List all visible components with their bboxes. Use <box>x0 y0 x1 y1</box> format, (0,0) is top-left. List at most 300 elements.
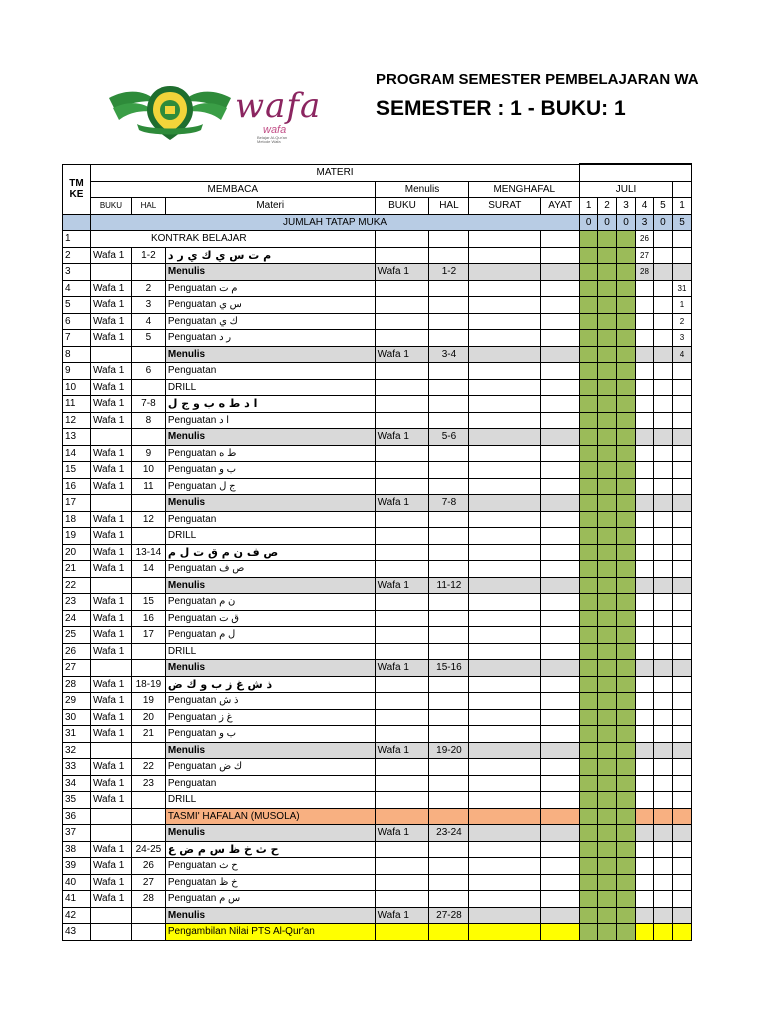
menulis-hal-cell <box>429 693 469 710</box>
row-number: 23 <box>63 594 91 611</box>
hal-cell <box>131 429 165 446</box>
day-cell <box>580 660 598 677</box>
row-number: 10 <box>63 379 91 396</box>
day-cell <box>672 379 691 396</box>
row-number: 16 <box>63 478 91 495</box>
menulis-hal-cell <box>429 594 469 611</box>
table-row <box>63 264 692 281</box>
day-cell <box>617 808 636 825</box>
ayat-cell <box>541 841 580 858</box>
ayat-cell <box>541 726 580 743</box>
surat-cell <box>469 445 541 462</box>
day-cell <box>580 594 598 611</box>
surat-cell <box>469 709 541 726</box>
ayat-cell <box>541 561 580 578</box>
day-cell <box>653 330 672 347</box>
materi-cell: KONTRAK BELAJAR <box>90 231 375 248</box>
day-cell <box>580 412 598 429</box>
day-cell <box>580 577 598 594</box>
materi-cell: Menulis <box>165 742 375 759</box>
day-cell <box>617 478 636 495</box>
surat-cell <box>469 363 541 380</box>
ayat-cell <box>541 445 580 462</box>
menulis-hal-cell <box>429 363 469 380</box>
table-row <box>63 445 692 462</box>
menulis-hal-cell: 19-20 <box>429 742 469 759</box>
day-cell <box>653 594 672 611</box>
day-cell <box>598 561 617 578</box>
materi-cell: Penguatan ك ي <box>165 313 375 330</box>
day-cell <box>617 825 636 842</box>
surat-cell <box>469 495 541 512</box>
materi-cell: Penguatan س ي <box>165 297 375 314</box>
ayat-cell <box>541 412 580 429</box>
day-cell <box>672 528 691 545</box>
day-cell <box>580 924 598 941</box>
menulis-hal-cell <box>429 924 469 941</box>
day-cell <box>636 808 654 825</box>
surat-cell <box>469 676 541 693</box>
surat-cell <box>469 726 541 743</box>
row-number: 43 <box>63 924 91 941</box>
day-cell <box>598 280 617 297</box>
schedule-rows <box>63 231 692 941</box>
document-title: PROGRAM SEMESTER PEMBELAJARAN WA <box>376 71 699 88</box>
day-cell <box>653 841 672 858</box>
menulis-buku-cell <box>375 462 429 479</box>
day-cell <box>617 693 636 710</box>
day-cell <box>580 643 598 660</box>
materi-cell: Penguatan خ ظ <box>165 874 375 891</box>
buku-cell: Wafa 1 <box>90 627 131 644</box>
menulis-buku-cell: Wafa 1 <box>375 577 429 594</box>
ayat-cell <box>541 825 580 842</box>
surat-cell <box>469 511 541 528</box>
menulis-buku-cell <box>375 891 429 908</box>
hal-cell: 14 <box>131 561 165 578</box>
day-cell <box>598 346 617 363</box>
day-cell <box>598 792 617 809</box>
day-cell: 26 <box>636 231 654 248</box>
menulis-hal-cell <box>429 643 469 660</box>
ayat-cell <box>541 577 580 594</box>
day-cell <box>653 511 672 528</box>
day-cell <box>617 709 636 726</box>
day-cell <box>598 709 617 726</box>
ayat-cell <box>541 330 580 347</box>
day-cell <box>617 726 636 743</box>
buku-cell: Wafa 1 <box>90 528 131 545</box>
tm-header: TM <box>69 178 84 189</box>
ayat-cell <box>541 709 580 726</box>
surat-cell <box>469 544 541 561</box>
day-cell <box>636 693 654 710</box>
day-cell <box>598 412 617 429</box>
day-cell <box>617 313 636 330</box>
buku-cell: Wafa 1 <box>90 280 131 297</box>
row-number: 26 <box>63 643 91 660</box>
day-cell <box>653 412 672 429</box>
row-number: 33 <box>63 759 91 776</box>
menulis-hal-cell <box>429 478 469 495</box>
ayat-cell <box>541 264 580 281</box>
menulis-buku-cell <box>375 363 429 380</box>
wafa-logo-text: wafa <box>235 86 322 126</box>
ayat-cell <box>541 627 580 644</box>
row-number: 34 <box>63 775 91 792</box>
menulis-buku-cell <box>375 561 429 578</box>
row-number: 13 <box>63 429 91 446</box>
menulis-buku-cell <box>375 313 429 330</box>
ayat-cell <box>541 808 580 825</box>
day-cell <box>672 858 691 875</box>
materi-cell: Menulis <box>165 825 375 842</box>
row-number: 22 <box>63 577 91 594</box>
day-cell <box>636 891 654 908</box>
row-number: 19 <box>63 528 91 545</box>
day-cell <box>580 313 598 330</box>
buku-cell <box>90 264 131 281</box>
surat-cell <box>469 792 541 809</box>
jumlah-value: 0 <box>580 214 598 231</box>
menulis-hal-cell: 27-28 <box>429 907 469 924</box>
menulis-hal-cell <box>429 792 469 809</box>
menulis-buku-cell: Wafa 1 <box>375 742 429 759</box>
menulis-hal-cell <box>429 808 469 825</box>
day-cell <box>580 775 598 792</box>
ayat-cell <box>541 792 580 809</box>
row-number: 6 <box>63 313 91 330</box>
materi-cell: ح ث خ ظ س م ض ع <box>165 841 375 858</box>
ayat-cell <box>541 858 580 875</box>
day-cell <box>672 676 691 693</box>
hal-cell <box>131 825 165 842</box>
menulis-hal-cell <box>429 511 469 528</box>
day-cell <box>653 726 672 743</box>
day-cell <box>617 264 636 281</box>
day-cell <box>598 396 617 413</box>
surat-cell <box>469 693 541 710</box>
materi-cell: Penguatan ل م <box>165 627 375 644</box>
day-cell <box>617 841 636 858</box>
menulis-hal-cell <box>429 396 469 413</box>
menulis-hal-cell <box>429 891 469 908</box>
surat-cell <box>469 907 541 924</box>
table-row <box>63 429 692 446</box>
day-cell <box>598 676 617 693</box>
row-number: 11 <box>63 396 91 413</box>
hal-cell: 3 <box>131 297 165 314</box>
menulis-hal-cell <box>429 759 469 776</box>
day-cell <box>580 346 598 363</box>
surat-cell <box>469 264 541 281</box>
table-row <box>63 709 692 726</box>
menulis-buku-cell: Wafa 1 <box>375 346 429 363</box>
buku-cell: Wafa 1 <box>90 330 131 347</box>
table-row <box>63 495 692 512</box>
day-cell <box>636 907 654 924</box>
hal-cell: 13-14 <box>131 544 165 561</box>
menulis-hal-cell <box>429 775 469 792</box>
menulis-buku-cell <box>375 528 429 545</box>
menulis-hal-cell <box>429 330 469 347</box>
day-cell <box>598 544 617 561</box>
day-cell <box>672 627 691 644</box>
day-cell <box>580 907 598 924</box>
day-cell <box>580 841 598 858</box>
materi-cell: Penguatan غ ز <box>165 709 375 726</box>
ayat-cell <box>541 363 580 380</box>
day-cell: 4 <box>672 346 691 363</box>
row-number: 2 <box>63 247 91 264</box>
day-cell <box>617 297 636 314</box>
hal-cell <box>131 742 165 759</box>
day-cell <box>598 478 617 495</box>
menulis-buku-cell <box>375 841 429 858</box>
page-header <box>0 0 768 160</box>
day-cell <box>636 709 654 726</box>
hal-cell: 1-2 <box>131 247 165 264</box>
hal-cell <box>131 907 165 924</box>
jumlah-value: 3 <box>636 214 654 231</box>
day-cell <box>598 693 617 710</box>
day-cell <box>636 924 654 941</box>
day-cell <box>617 429 636 446</box>
menulis-hal-cell <box>429 528 469 545</box>
wafa-logo-tagline: Belajar Al-Qur'an Metode Wafa <box>257 135 288 144</box>
day-cell <box>653 280 672 297</box>
menulis-buku-cell: Wafa 1 <box>375 429 429 446</box>
materi-header: MATERI <box>90 164 579 181</box>
menulis-hal-cell: 1-2 <box>429 264 469 281</box>
materi-cell: Menulis <box>165 346 375 363</box>
surat-header: SURAT <box>469 198 541 215</box>
materi-cell: Penguatan ط ه <box>165 445 375 462</box>
hal-cell <box>131 379 165 396</box>
table-row <box>63 363 692 380</box>
day-cell <box>617 396 636 413</box>
day-cell <box>636 544 654 561</box>
buku-cell: Wafa 1 <box>90 792 131 809</box>
buku-cell: Wafa 1 <box>90 511 131 528</box>
menulis-hal-cell <box>429 462 469 479</box>
buku-cell <box>90 346 131 363</box>
surat-cell <box>469 429 541 446</box>
table-row <box>63 231 692 248</box>
day-cell <box>672 231 691 248</box>
surat-cell <box>469 231 541 248</box>
row-number: 37 <box>63 825 91 842</box>
day-cell <box>653 693 672 710</box>
surat-cell <box>469 874 541 891</box>
surat-cell <box>469 759 541 776</box>
table-row <box>63 676 692 693</box>
buku-cell: Wafa 1 <box>90 313 131 330</box>
table-row <box>63 660 692 677</box>
menulis-buku-cell <box>375 874 429 891</box>
surat-cell <box>469 297 541 314</box>
day-cell <box>636 726 654 743</box>
menulis-buku-cell <box>375 792 429 809</box>
ayat-cell <box>541 759 580 776</box>
materi-cell: ص ف ن م ق ت ل م <box>165 544 375 561</box>
buku-cell: Wafa 1 <box>90 561 131 578</box>
row-number: 35 <box>63 792 91 809</box>
day-cell <box>598 528 617 545</box>
day-cell <box>636 561 654 578</box>
buku-cell: Wafa 1 <box>90 726 131 743</box>
ayat-cell <box>541 544 580 561</box>
day-cell <box>672 429 691 446</box>
day-cell <box>580 759 598 776</box>
schedule-table <box>62 163 692 941</box>
day-cell <box>653 363 672 380</box>
ayat-cell <box>541 594 580 611</box>
hal-cell: 7-8 <box>131 396 165 413</box>
surat-cell <box>469 346 541 363</box>
day-cell <box>636 280 654 297</box>
day-cell <box>636 297 654 314</box>
hal-cell: 2 <box>131 280 165 297</box>
menulis-hal-cell <box>429 280 469 297</box>
day-cell: 2 <box>672 313 691 330</box>
materi-cell: Penguatan ب و <box>165 462 375 479</box>
row-number: 39 <box>63 858 91 875</box>
materi-cell: Menulis <box>165 907 375 924</box>
table-row <box>63 297 692 314</box>
day-cell <box>672 825 691 842</box>
materi-cell: TASMI' HAFALAN (MUSOLA) <box>165 808 375 825</box>
hal-cell <box>131 808 165 825</box>
menulis-hal-cell <box>429 858 469 875</box>
day-cell <box>580 231 598 248</box>
hal-cell: 26 <box>131 858 165 875</box>
day-cell <box>636 676 654 693</box>
day-cell <box>672 445 691 462</box>
ayat-cell <box>541 907 580 924</box>
surat-cell <box>469 924 541 941</box>
day-cell <box>636 495 654 512</box>
buku-cell <box>90 808 131 825</box>
ayat-cell <box>541 874 580 891</box>
menulis-hal-cell <box>429 297 469 314</box>
table-row <box>63 858 692 875</box>
surat-cell <box>469 280 541 297</box>
day-cell <box>653 775 672 792</box>
hal-cell: 19 <box>131 693 165 710</box>
day-cell <box>580 330 598 347</box>
materi-cell: Menulis <box>165 264 375 281</box>
menulis-buku-cell <box>375 858 429 875</box>
day-cell <box>672 891 691 908</box>
day-cell <box>580 247 598 264</box>
menulis-hal-cell <box>429 561 469 578</box>
day-cell <box>672 808 691 825</box>
day-cell <box>653 495 672 512</box>
table-row <box>63 808 692 825</box>
menulis-buku-cell <box>375 396 429 413</box>
day-cell <box>617 759 636 776</box>
ayat-cell <box>541 660 580 677</box>
membaca-header: MEMBACA <box>90 181 375 198</box>
ayat-cell <box>541 379 580 396</box>
buku-cell: Wafa 1 <box>90 759 131 776</box>
day-cell <box>580 429 598 446</box>
day-cell <box>598 891 617 908</box>
menghafal-header: MENGHAFAL <box>469 181 580 198</box>
materi-cell: Menulis <box>165 660 375 677</box>
row-number: 5 <box>63 297 91 314</box>
table-row <box>63 280 692 297</box>
day-cell <box>636 825 654 842</box>
day-cell <box>598 627 617 644</box>
day-cell <box>598 742 617 759</box>
day-cell <box>617 346 636 363</box>
surat-cell <box>469 594 541 611</box>
menulis-buku-cell <box>375 247 429 264</box>
surat-cell <box>469 247 541 264</box>
ayat-cell <box>541 693 580 710</box>
day-cell <box>598 297 617 314</box>
day-cell <box>653 247 672 264</box>
hal-cell: 21 <box>131 726 165 743</box>
day-cell <box>580 445 598 462</box>
menulis-buku-header: BUKU <box>375 198 429 215</box>
table-row <box>63 643 692 660</box>
surat-cell <box>469 841 541 858</box>
materi-cell: Penguatan م ت <box>165 280 375 297</box>
table-row <box>63 379 692 396</box>
surat-cell <box>469 462 541 479</box>
surat-cell <box>469 412 541 429</box>
row-number: 36 <box>63 808 91 825</box>
table-row <box>63 693 692 710</box>
menulis-buku-cell <box>375 594 429 611</box>
day-cell: 28 <box>636 264 654 281</box>
day-cell <box>580 693 598 710</box>
day-cell <box>653 676 672 693</box>
hal-cell <box>131 643 165 660</box>
day-cell <box>672 594 691 611</box>
day-cell <box>653 561 672 578</box>
day-cell <box>617 462 636 479</box>
day-cell <box>617 742 636 759</box>
table-row <box>63 759 692 776</box>
day-cell <box>653 627 672 644</box>
day-cell <box>580 495 598 512</box>
day-cell <box>580 709 598 726</box>
menulis-buku-cell <box>375 280 429 297</box>
row-number: 4 <box>63 280 91 297</box>
menulis-buku-cell <box>375 478 429 495</box>
day-cell <box>580 742 598 759</box>
buku-header: BUKU <box>90 198 131 215</box>
day-cell <box>617 528 636 545</box>
table-row <box>63 247 692 264</box>
jumlah-value: 5 <box>672 214 691 231</box>
ayat-cell <box>541 511 580 528</box>
ayat-cell <box>541 891 580 908</box>
buku-cell: Wafa 1 <box>90 594 131 611</box>
table-row <box>63 577 692 594</box>
day-cell <box>636 379 654 396</box>
menulis-hal-cell: 23-24 <box>429 825 469 842</box>
day-cell <box>672 478 691 495</box>
materi-cell: Pengambilan Nilai PTS Al-Qur'an <box>165 924 375 941</box>
day-cell <box>653 297 672 314</box>
ayat-cell <box>541 528 580 545</box>
menulis-hal-header: HAL <box>429 198 469 215</box>
